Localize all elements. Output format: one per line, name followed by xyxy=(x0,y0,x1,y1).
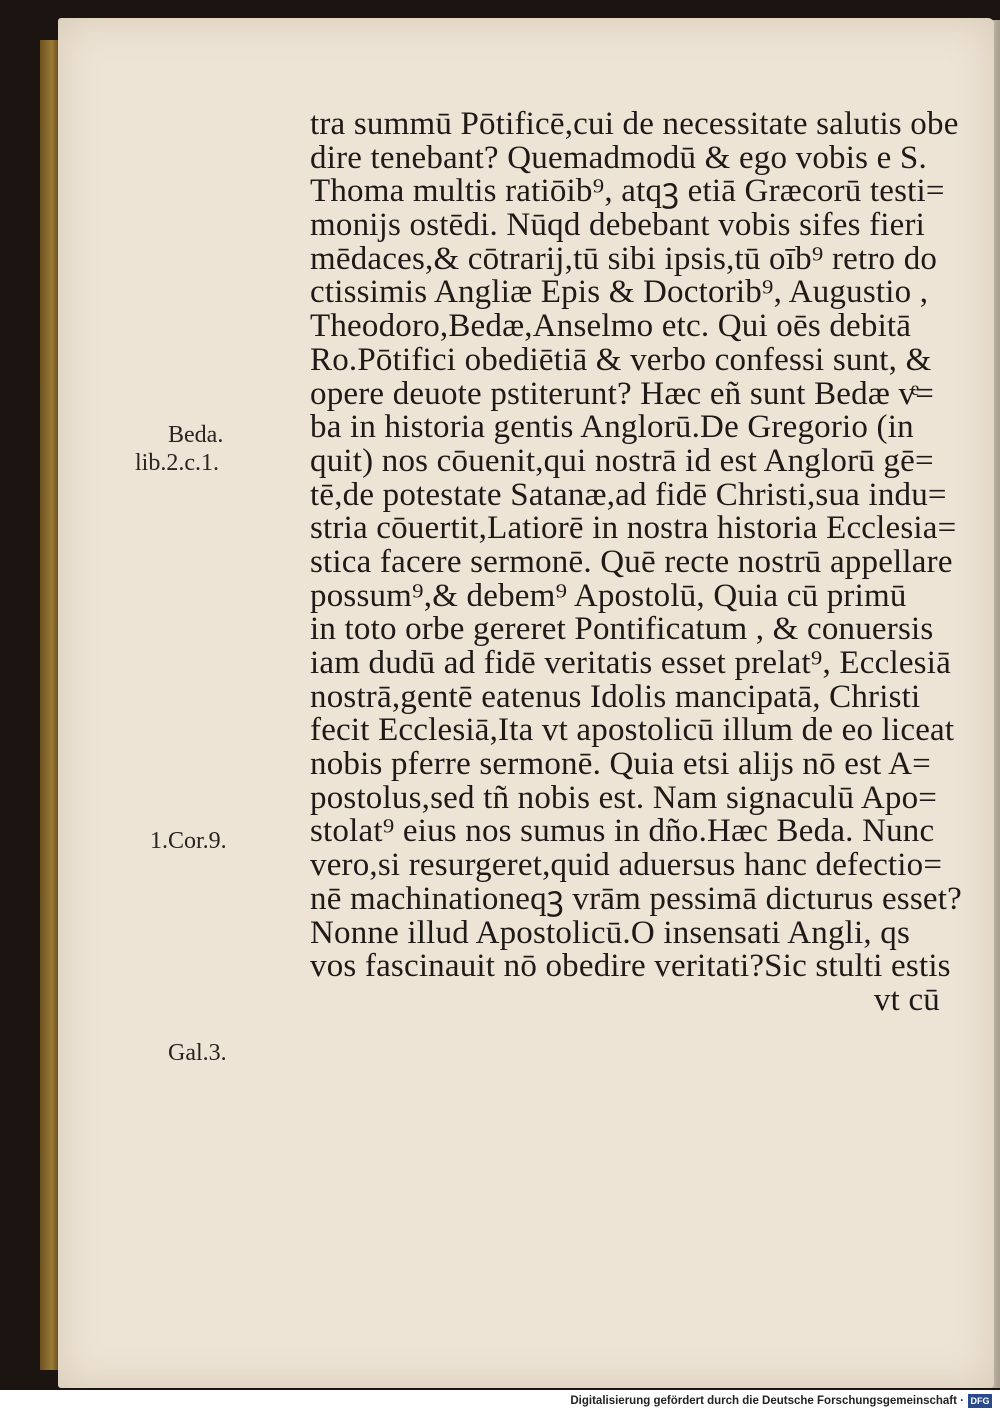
text-line: opere deuote pstiterunt? Hæc eñ sunt Bedæ vͤ= xyxy=(310,375,935,412)
body-text xyxy=(310,106,962,1018)
text-line: stolat⁹ eius nos sumus in dño.Hæc Beda. Nunc xyxy=(310,813,935,850)
text-line: nostrā,gentē eatenus Idolis mancipatā, Christi xyxy=(310,678,921,715)
text-line: nē machinationeqꝫ vrām pessimā dicturus esset? xyxy=(310,880,962,917)
text-line: iam dudū ad fidē veritatis esset prelat⁹, Ecclesiā xyxy=(310,645,951,681)
text-line: ctissimis Angliæ Epis & Doctorib⁹, Augustio , xyxy=(310,274,929,311)
text-line: in toto orbe gereret Pontificatum , & conuersis xyxy=(310,611,934,648)
catchword: vt cū xyxy=(873,981,940,1018)
funding-credit: Digitalisierung gefördert durch die Deutsche Forschungsgemeinschaft · xyxy=(570,1395,964,1407)
text-line: quit) nos cōuenit,qui nostrā id est Anglorū gē= xyxy=(310,442,934,479)
text-line: ba in historia gentis Anglorū.De Gregorio (in xyxy=(310,409,914,446)
text-line: Nonne illud Apostolicū.O insensati Angli, qs xyxy=(310,914,911,951)
text-line: vero,si resurgeret,quid aduersus hanc defectio= xyxy=(310,847,943,884)
text-line: Thoma multis ratiōib⁹, atqꝫ etiā Græcorū testi= xyxy=(310,173,945,210)
margin-note-galatians: Gal.3. xyxy=(168,1040,227,1066)
text-line: fecit Ecclesiā,Ita vt apostolicū illum de eo liceat xyxy=(310,712,955,749)
text-line: postolus,sed tñ nobis est. Nam signaculū Apo= xyxy=(310,779,938,816)
text-line: stria cōuertit,Latiorē in nostra historia Ecclesia= xyxy=(310,510,957,547)
dfg-logo-icon: DFG xyxy=(968,1394,992,1408)
text-line: tē,de potestate Satanæ,ad fidē Christi,sua indu= xyxy=(310,476,947,513)
text-line: mēdaces,& cōtrarij,tū sibi ipsis,tū oīb⁹ retro do xyxy=(310,240,938,277)
text-line: vos fascinauit nō obedire veritati?Sic stulti estis xyxy=(310,948,951,985)
margin-note-beda-reference: lib.2.c.1. xyxy=(135,450,219,476)
text-line: tra summū Pōtificē,cui de necessitate salutis obe xyxy=(310,106,959,142)
margin-note-beda: Beda. xyxy=(168,422,224,448)
text-line: stica facere sermonē. Quē recte nostrū appellare xyxy=(310,543,953,580)
footer-bar xyxy=(0,1390,1000,1414)
text-line: nobis pferre sermonē. Quia etsi alijs nō est A= xyxy=(310,746,931,783)
text-line: Ro.Pōtifici obediētiā & verbo confessi sunt, & xyxy=(310,341,932,378)
text-line: monijs ostēdi. Nūqd debebant vobis sifes fieri xyxy=(310,207,926,244)
book-edge-left xyxy=(40,40,60,1370)
margin-note-corinthians: 1.Cor.9. xyxy=(150,828,227,854)
text-line: dire tenebant? Quemadmodū & ego vobis e S. xyxy=(310,139,927,176)
text-line: Theodoro,Bedæ,Anselmo etc. Qui oēs debitā xyxy=(310,308,912,345)
text-line: possum⁹,& debem⁹ Apostolū, Quia cū primū xyxy=(310,577,907,614)
